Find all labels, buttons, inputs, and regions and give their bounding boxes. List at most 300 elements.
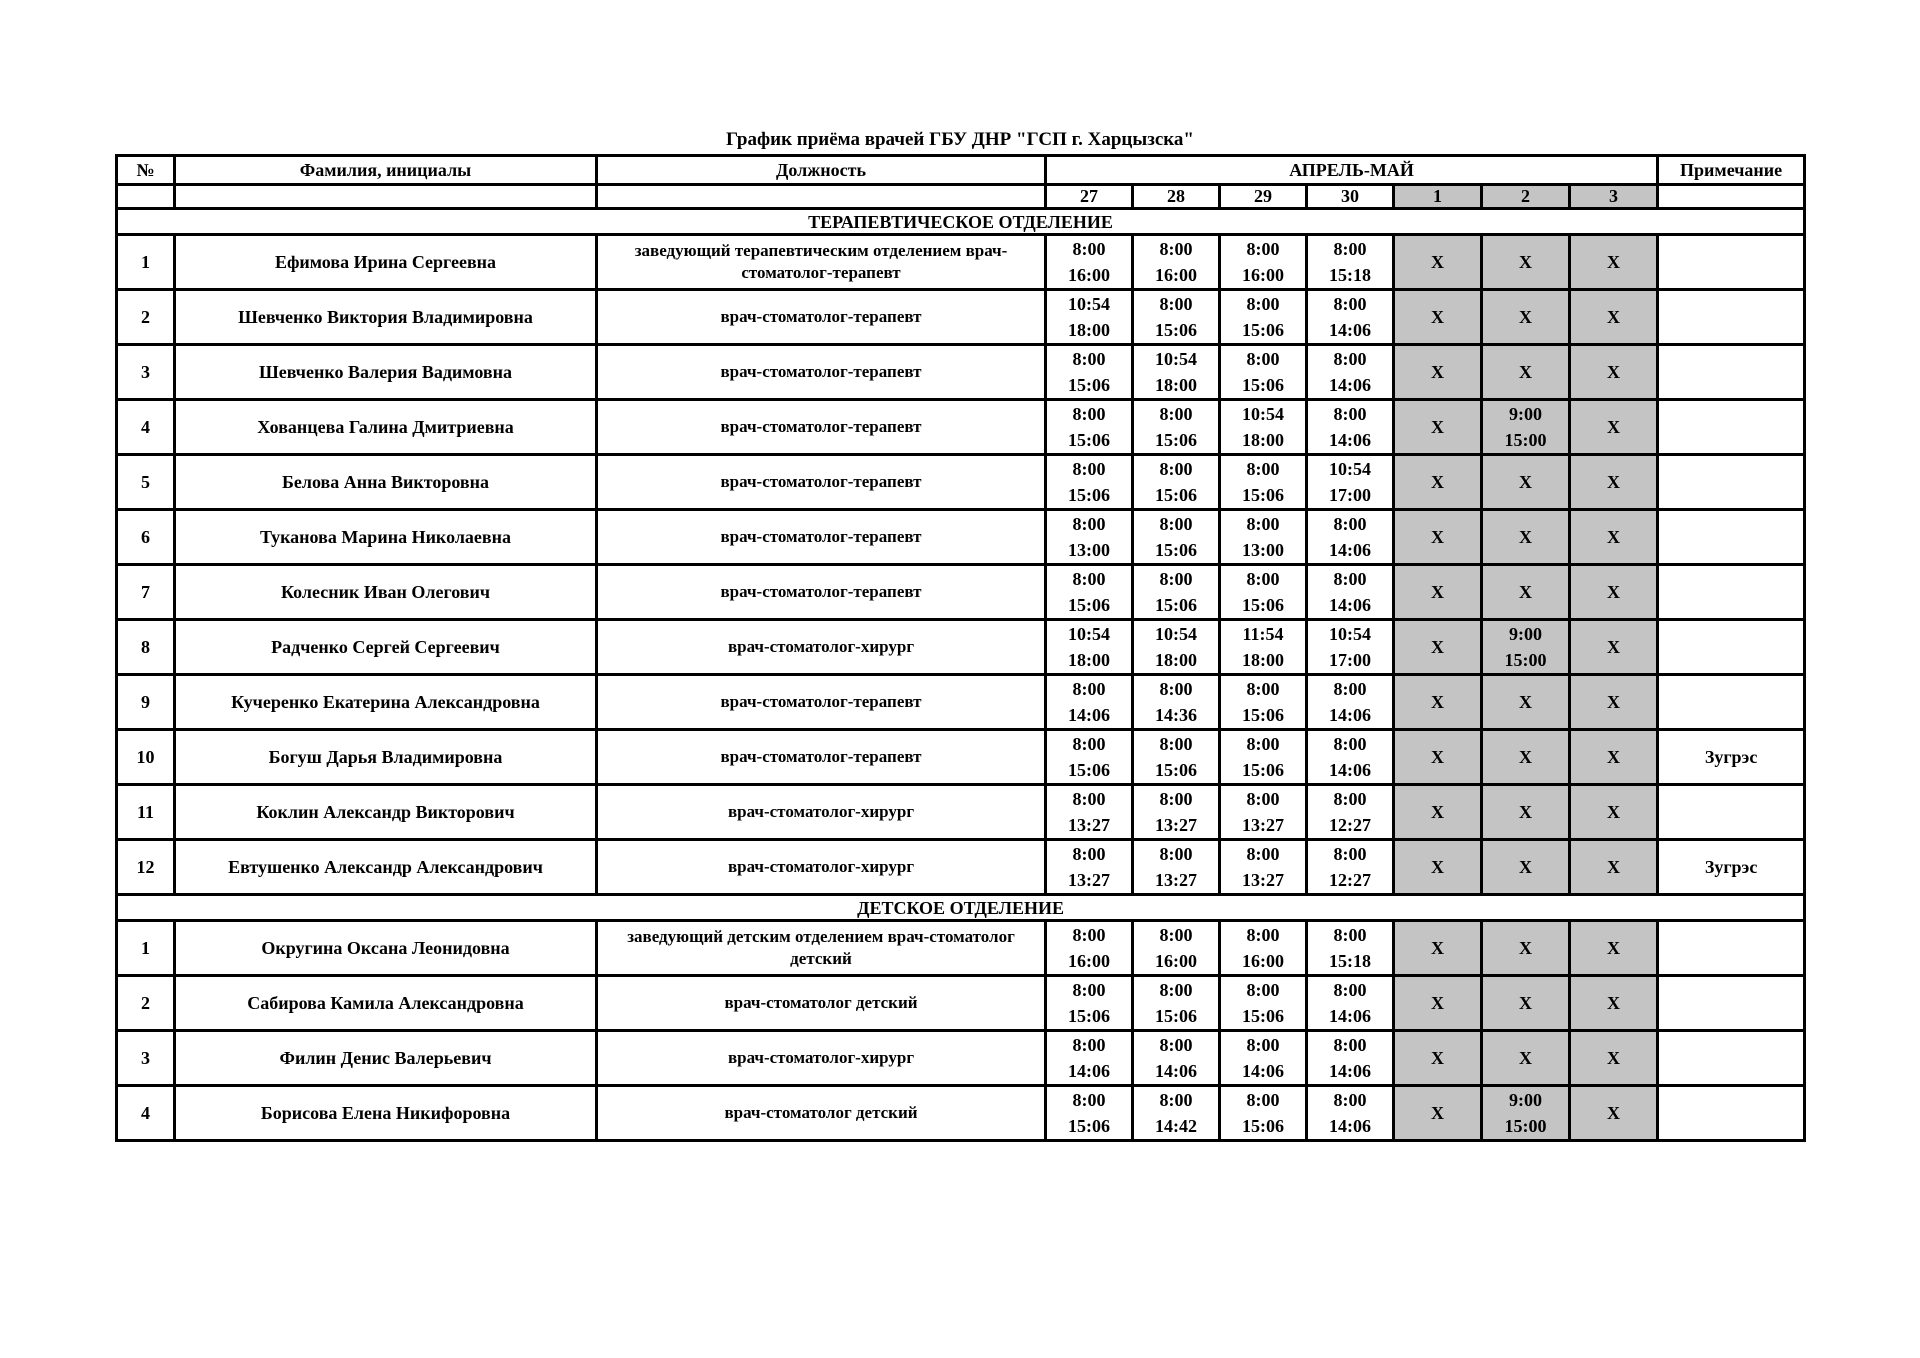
time-start: 9:00 bbox=[1509, 404, 1542, 424]
time-cell bbox=[1133, 235, 1220, 290]
row-number: 7 bbox=[117, 565, 175, 620]
time-cell bbox=[1220, 1031, 1307, 1086]
time-start: 8:00 bbox=[1246, 239, 1280, 259]
doctor-position: врач-стоматолог-терапевт bbox=[597, 565, 1046, 620]
time-start: X bbox=[1519, 582, 1532, 602]
time-cell bbox=[1394, 235, 1482, 290]
time-end: 15:06 bbox=[1155, 595, 1197, 615]
time-cell bbox=[1133, 290, 1220, 345]
time-end: 15:06 bbox=[1068, 1116, 1110, 1136]
time-cell bbox=[1570, 976, 1658, 1031]
header-day-holiday: 1 bbox=[1394, 185, 1482, 209]
note-cell bbox=[1658, 1031, 1805, 1086]
note-cell bbox=[1658, 290, 1805, 345]
header-blank bbox=[597, 185, 1046, 209]
note-cell bbox=[1658, 921, 1805, 976]
doctor-name: Туканова Марина Николаевна bbox=[175, 510, 597, 565]
time-start: 8:00 bbox=[1072, 1035, 1106, 1055]
note-cell: Зугрэс bbox=[1658, 840, 1805, 895]
time-start: 8:00 bbox=[1333, 789, 1367, 809]
note-cell bbox=[1658, 235, 1805, 290]
section-title: ТЕРАПЕВТИЧЕСКОЕ ОТДЕЛЕНИЕ bbox=[117, 209, 1805, 235]
time-start: 8:00 bbox=[1333, 404, 1367, 424]
time-start: 8:00 bbox=[1333, 844, 1367, 864]
time-cell bbox=[1133, 840, 1220, 895]
time-end: 13:27 bbox=[1155, 870, 1197, 890]
time-start: 10:54 bbox=[1155, 349, 1197, 369]
time-start: 8:00 bbox=[1246, 294, 1280, 314]
time-end: 15:06 bbox=[1155, 320, 1197, 340]
doctor-position: врач-стоматолог-хирург bbox=[597, 1031, 1046, 1086]
time-start: 8:00 bbox=[1159, 789, 1193, 809]
time-end: 12:27 bbox=[1329, 815, 1371, 835]
time-end: 15:06 bbox=[1155, 430, 1197, 450]
doctor-name: Ефимова Ирина Сергеевна bbox=[175, 235, 597, 290]
time-start: 8:00 bbox=[1159, 569, 1193, 589]
time-start: 8:00 bbox=[1246, 925, 1280, 945]
time-start: 8:00 bbox=[1333, 294, 1367, 314]
time-start: 8:00 bbox=[1246, 789, 1280, 809]
time-end: 15:06 bbox=[1242, 760, 1284, 780]
time-start: X bbox=[1519, 362, 1532, 382]
time-start: 8:00 bbox=[1159, 239, 1193, 259]
time-end: 14:06 bbox=[1329, 540, 1371, 560]
time-end: 14:42 bbox=[1155, 1116, 1197, 1136]
time-cell bbox=[1570, 455, 1658, 510]
time-end: 15:06 bbox=[1155, 1006, 1197, 1026]
time-cell bbox=[1220, 565, 1307, 620]
time-start: X bbox=[1607, 252, 1621, 272]
time-end: 15:06 bbox=[1242, 595, 1284, 615]
time-start: X bbox=[1607, 692, 1621, 712]
time-start: 10:54 bbox=[1242, 404, 1284, 424]
time-cell bbox=[1307, 976, 1394, 1031]
time-cell bbox=[1570, 400, 1658, 455]
time-start: 8:00 bbox=[1159, 980, 1193, 1000]
time-cell bbox=[1394, 675, 1482, 730]
table-row bbox=[117, 730, 1805, 785]
time-cell bbox=[1570, 675, 1658, 730]
time-cell bbox=[1307, 620, 1394, 675]
time-end: 15:00 bbox=[1504, 1116, 1547, 1136]
time-cell bbox=[1220, 620, 1307, 675]
time-start: 8:00 bbox=[1159, 734, 1193, 754]
time-end: 14:36 bbox=[1155, 705, 1197, 725]
time-end: 13:27 bbox=[1242, 870, 1284, 890]
time-cell bbox=[1570, 840, 1658, 895]
time-end: 16:00 bbox=[1242, 265, 1284, 285]
time-start: X bbox=[1431, 472, 1444, 492]
time-cell bbox=[1482, 565, 1570, 620]
table-row bbox=[117, 976, 1805, 1031]
doctor-name: Кучеренко Екатерина Александровна bbox=[175, 675, 597, 730]
time-end: 17:00 bbox=[1329, 485, 1371, 505]
time-cell bbox=[1133, 620, 1220, 675]
note-cell bbox=[1658, 345, 1805, 400]
row-number: 12 bbox=[117, 840, 175, 895]
schedule-body bbox=[117, 209, 1805, 1141]
row-number: 9 bbox=[117, 675, 175, 730]
doctor-position: врач-стоматолог-хирург bbox=[597, 840, 1046, 895]
time-cell bbox=[1307, 565, 1394, 620]
doctor-name: Шевченко Виктория Владимировна bbox=[175, 290, 597, 345]
time-cell bbox=[1220, 976, 1307, 1031]
doctor-name: Белова Анна Викторовна bbox=[175, 455, 597, 510]
time-start: X bbox=[1519, 472, 1532, 492]
time-start: X bbox=[1519, 307, 1532, 327]
time-cell bbox=[1482, 785, 1570, 840]
row-number: 11 bbox=[117, 785, 175, 840]
time-cell bbox=[1394, 1031, 1482, 1086]
time-cell bbox=[1482, 345, 1570, 400]
time-end: 14:06 bbox=[1329, 320, 1371, 340]
time-start: X bbox=[1519, 993, 1532, 1013]
time-end: 14:06 bbox=[1329, 595, 1371, 615]
note-cell bbox=[1658, 620, 1805, 675]
note-cell bbox=[1658, 455, 1805, 510]
time-end: 15:06 bbox=[1155, 540, 1197, 560]
time-start: X bbox=[1607, 747, 1621, 767]
time-start: X bbox=[1431, 307, 1444, 327]
time-cell bbox=[1046, 510, 1133, 565]
row-number: 3 bbox=[117, 1031, 175, 1086]
table-row bbox=[117, 565, 1805, 620]
time-end: 18:00 bbox=[1242, 430, 1284, 450]
time-start: 8:00 bbox=[1333, 734, 1367, 754]
table-row bbox=[117, 620, 1805, 675]
time-start: X bbox=[1431, 938, 1444, 958]
time-start: X bbox=[1431, 417, 1444, 437]
time-cell bbox=[1220, 510, 1307, 565]
time-end: 15:06 bbox=[1155, 485, 1197, 505]
time-cell bbox=[1046, 785, 1133, 840]
doctor-position: врач-стоматолог-терапевт bbox=[597, 400, 1046, 455]
time-cell bbox=[1482, 730, 1570, 785]
time-start: 8:00 bbox=[1333, 349, 1367, 369]
time-cell bbox=[1307, 730, 1394, 785]
time-start: 8:00 bbox=[1159, 294, 1193, 314]
section-header-row bbox=[117, 895, 1805, 921]
time-end: 14:06 bbox=[1329, 375, 1371, 395]
time-cell bbox=[1220, 840, 1307, 895]
header-period: АПРЕЛЬ-МАЙ bbox=[1046, 156, 1658, 185]
header-day: 30 bbox=[1307, 185, 1394, 209]
doctor-position: врач-стоматолог детский bbox=[597, 976, 1046, 1031]
note-cell bbox=[1658, 675, 1805, 730]
time-start: X bbox=[1431, 802, 1444, 822]
time-start: X bbox=[1607, 857, 1621, 877]
time-cell bbox=[1570, 1031, 1658, 1086]
time-end: 15:06 bbox=[1155, 760, 1197, 780]
time-end: 16:00 bbox=[1155, 951, 1197, 971]
time-cell bbox=[1570, 1086, 1658, 1141]
time-start: 8:00 bbox=[1333, 569, 1367, 589]
time-start: X bbox=[1607, 1103, 1621, 1123]
time-start: 8:00 bbox=[1072, 239, 1106, 259]
time-cell bbox=[1046, 455, 1133, 510]
time-cell bbox=[1394, 1086, 1482, 1141]
note-cell bbox=[1658, 785, 1805, 840]
time-cell bbox=[1046, 1086, 1133, 1141]
header-name: Фамилия, инициалы bbox=[175, 156, 597, 185]
time-cell bbox=[1570, 620, 1658, 675]
time-start: 8:00 bbox=[1072, 789, 1106, 809]
time-end: 18:00 bbox=[1068, 320, 1110, 340]
time-end: 15:06 bbox=[1242, 705, 1284, 725]
time-start: 8:00 bbox=[1159, 459, 1193, 479]
time-end: 16:00 bbox=[1155, 265, 1197, 285]
time-cell bbox=[1482, 455, 1570, 510]
header-day-holiday: 3 bbox=[1570, 185, 1658, 209]
time-end: 17:00 bbox=[1329, 650, 1371, 670]
time-cell bbox=[1570, 565, 1658, 620]
doctor-position: врач-стоматолог-терапевт bbox=[597, 290, 1046, 345]
time-start: 8:00 bbox=[1159, 404, 1193, 424]
time-end: 13:27 bbox=[1242, 815, 1284, 835]
time-start: X bbox=[1431, 1103, 1444, 1123]
time-cell bbox=[1394, 345, 1482, 400]
time-cell bbox=[1133, 1031, 1220, 1086]
time-start: 8:00 bbox=[1246, 844, 1280, 864]
time-start: 8:00 bbox=[1159, 1035, 1193, 1055]
time-start: X bbox=[1607, 993, 1621, 1013]
time-end: 13:27 bbox=[1155, 815, 1197, 835]
time-start: 8:00 bbox=[1159, 925, 1193, 945]
table-row bbox=[117, 290, 1805, 345]
time-end: 15:00 bbox=[1504, 650, 1547, 670]
time-end: 15:06 bbox=[1068, 1006, 1110, 1026]
doctor-name: Шевченко Валерия Вадимовна bbox=[175, 345, 597, 400]
time-end: 15:06 bbox=[1242, 375, 1284, 395]
time-cell bbox=[1220, 345, 1307, 400]
time-cell bbox=[1133, 345, 1220, 400]
time-end: 15:06 bbox=[1242, 485, 1284, 505]
time-start: 10:54 bbox=[1155, 624, 1197, 644]
time-cell bbox=[1046, 840, 1133, 895]
time-cell bbox=[1046, 921, 1133, 976]
time-start: 8:00 bbox=[1333, 980, 1367, 1000]
time-start: X bbox=[1431, 692, 1444, 712]
row-number: 4 bbox=[117, 1086, 175, 1141]
time-end: 14:06 bbox=[1329, 1061, 1371, 1081]
time-cell bbox=[1570, 290, 1658, 345]
time-start: X bbox=[1431, 252, 1444, 272]
time-end: 14:06 bbox=[1329, 705, 1371, 725]
time-end: 15:06 bbox=[1242, 1006, 1284, 1026]
time-start: X bbox=[1607, 938, 1621, 958]
time-start: 8:00 bbox=[1246, 459, 1280, 479]
time-start: 10:54 bbox=[1068, 624, 1110, 644]
time-cell bbox=[1307, 290, 1394, 345]
table-row bbox=[117, 840, 1805, 895]
time-end: 18:00 bbox=[1242, 650, 1284, 670]
time-cell bbox=[1394, 976, 1482, 1031]
time-start: X bbox=[1607, 802, 1621, 822]
row-number: 8 bbox=[117, 620, 175, 675]
time-cell bbox=[1046, 345, 1133, 400]
time-cell bbox=[1394, 620, 1482, 675]
time-start: 8:00 bbox=[1072, 679, 1106, 699]
time-start: 8:00 bbox=[1246, 514, 1280, 534]
time-cell bbox=[1482, 290, 1570, 345]
note-cell: Зугрэс bbox=[1658, 730, 1805, 785]
time-cell bbox=[1482, 1086, 1570, 1141]
time-cell bbox=[1482, 840, 1570, 895]
table-row bbox=[117, 235, 1805, 290]
time-cell bbox=[1220, 1086, 1307, 1141]
doctor-name: Богуш Дарья Владимировна bbox=[175, 730, 597, 785]
time-cell bbox=[1482, 235, 1570, 290]
time-cell bbox=[1133, 675, 1220, 730]
time-start: X bbox=[1607, 362, 1621, 382]
time-start: 8:00 bbox=[1246, 349, 1280, 369]
time-end: 13:00 bbox=[1068, 540, 1110, 560]
time-cell bbox=[1046, 565, 1133, 620]
time-start: X bbox=[1431, 993, 1444, 1013]
time-cell bbox=[1046, 675, 1133, 730]
doctor-name: Округина Оксана Леонидовна bbox=[175, 921, 597, 976]
time-start: 8:00 bbox=[1072, 1090, 1106, 1110]
time-cell bbox=[1220, 921, 1307, 976]
time-cell bbox=[1570, 345, 1658, 400]
doctor-position: врач-стоматолог-терапевт bbox=[597, 730, 1046, 785]
time-start: X bbox=[1607, 307, 1621, 327]
header-day: 29 bbox=[1220, 185, 1307, 209]
doctor-position: заведующий терапевтическим отделением врач-стоматолог-терапевт bbox=[597, 235, 1046, 290]
time-end: 13:00 bbox=[1242, 540, 1284, 560]
time-start: X bbox=[1607, 417, 1621, 437]
time-cell bbox=[1133, 455, 1220, 510]
doctor-position: врач-стоматолог-хирург bbox=[597, 620, 1046, 675]
time-cell bbox=[1394, 565, 1482, 620]
section-header-row bbox=[117, 209, 1805, 235]
time-end: 14:06 bbox=[1155, 1061, 1197, 1081]
time-end: 14:06 bbox=[1329, 760, 1371, 780]
header-day: 28 bbox=[1133, 185, 1220, 209]
time-start: X bbox=[1431, 1048, 1444, 1068]
time-end: 14:06 bbox=[1329, 1006, 1371, 1026]
doctor-name: Колесник Иван Олегович bbox=[175, 565, 597, 620]
table-row bbox=[117, 675, 1805, 730]
time-cell bbox=[1482, 921, 1570, 976]
time-cell bbox=[1133, 510, 1220, 565]
note-cell bbox=[1658, 510, 1805, 565]
time-start: 8:00 bbox=[1072, 404, 1106, 424]
time-cell bbox=[1220, 235, 1307, 290]
doctor-position: врач-стоматолог-терапевт bbox=[597, 510, 1046, 565]
time-start: X bbox=[1607, 472, 1621, 492]
time-end: 15:06 bbox=[1068, 485, 1110, 505]
time-cell bbox=[1394, 730, 1482, 785]
time-cell bbox=[1394, 455, 1482, 510]
time-cell bbox=[1307, 510, 1394, 565]
note-cell bbox=[1658, 400, 1805, 455]
row-number: 6 bbox=[117, 510, 175, 565]
time-start: 8:00 bbox=[1072, 980, 1106, 1000]
time-cell bbox=[1046, 400, 1133, 455]
time-cell bbox=[1307, 235, 1394, 290]
time-start: 8:00 bbox=[1333, 925, 1367, 945]
time-cell bbox=[1394, 290, 1482, 345]
time-start: 8:00 bbox=[1072, 459, 1106, 479]
time-start: X bbox=[1607, 527, 1621, 547]
doctor-name: Евтушенко Александр Александрович bbox=[175, 840, 597, 895]
time-end: 15:06 bbox=[1068, 760, 1110, 780]
time-start: X bbox=[1519, 1048, 1532, 1068]
time-end: 18:00 bbox=[1155, 375, 1197, 395]
time-start: 8:00 bbox=[1246, 1035, 1280, 1055]
time-cell bbox=[1307, 455, 1394, 510]
row-number: 2 bbox=[117, 290, 175, 345]
time-cell bbox=[1570, 235, 1658, 290]
time-cell bbox=[1220, 400, 1307, 455]
time-start: X bbox=[1519, 802, 1532, 822]
table-row bbox=[117, 345, 1805, 400]
time-cell bbox=[1394, 840, 1482, 895]
time-start: 8:00 bbox=[1159, 514, 1193, 534]
time-start: X bbox=[1431, 527, 1444, 547]
time-start: X bbox=[1519, 747, 1532, 767]
time-start: 8:00 bbox=[1072, 569, 1106, 589]
time-cell bbox=[1307, 345, 1394, 400]
time-cell bbox=[1482, 1031, 1570, 1086]
schedule-table bbox=[115, 154, 1806, 1142]
time-start: 8:00 bbox=[1072, 514, 1106, 534]
time-cell bbox=[1046, 730, 1133, 785]
time-end: 13:27 bbox=[1068, 870, 1110, 890]
time-end: 15:00 bbox=[1504, 430, 1547, 450]
header-day-holiday: 2 bbox=[1482, 185, 1570, 209]
time-cell bbox=[1046, 290, 1133, 345]
time-end: 15:06 bbox=[1242, 320, 1284, 340]
doctor-position: врач-стоматолог детский bbox=[597, 1086, 1046, 1141]
time-cell bbox=[1307, 921, 1394, 976]
time-end: 15:18 bbox=[1329, 265, 1371, 285]
row-number: 4 bbox=[117, 400, 175, 455]
time-end: 14:06 bbox=[1329, 1116, 1371, 1136]
doctor-position: врач-стоматолог-терапевт bbox=[597, 675, 1046, 730]
header-blank bbox=[1658, 185, 1805, 209]
time-cell bbox=[1307, 400, 1394, 455]
time-cell bbox=[1394, 400, 1482, 455]
time-start: X bbox=[1607, 637, 1621, 657]
time-cell bbox=[1307, 785, 1394, 840]
time-cell bbox=[1570, 730, 1658, 785]
row-number: 3 bbox=[117, 345, 175, 400]
header-day: 27 bbox=[1046, 185, 1133, 209]
header-blank bbox=[117, 185, 175, 209]
note-cell bbox=[1658, 1086, 1805, 1141]
time-start: 8:00 bbox=[1159, 1090, 1193, 1110]
header-days-row bbox=[117, 185, 1805, 209]
doctor-name: Коклин Александр Викторович bbox=[175, 785, 597, 840]
time-cell bbox=[1307, 840, 1394, 895]
time-cell bbox=[1482, 510, 1570, 565]
time-cell bbox=[1220, 675, 1307, 730]
time-start: 8:00 bbox=[1072, 844, 1106, 864]
time-end: 12:27 bbox=[1329, 870, 1371, 890]
time-end: 15:18 bbox=[1329, 951, 1371, 971]
time-cell bbox=[1307, 675, 1394, 730]
time-cell bbox=[1394, 921, 1482, 976]
section-title: ДЕТСКОЕ ОТДЕЛЕНИЕ bbox=[117, 895, 1805, 921]
table-row bbox=[117, 1031, 1805, 1086]
time-start: 8:00 bbox=[1072, 925, 1106, 945]
time-start: X bbox=[1431, 857, 1444, 877]
time-cell bbox=[1220, 455, 1307, 510]
time-start: X bbox=[1519, 252, 1532, 272]
time-cell bbox=[1570, 921, 1658, 976]
